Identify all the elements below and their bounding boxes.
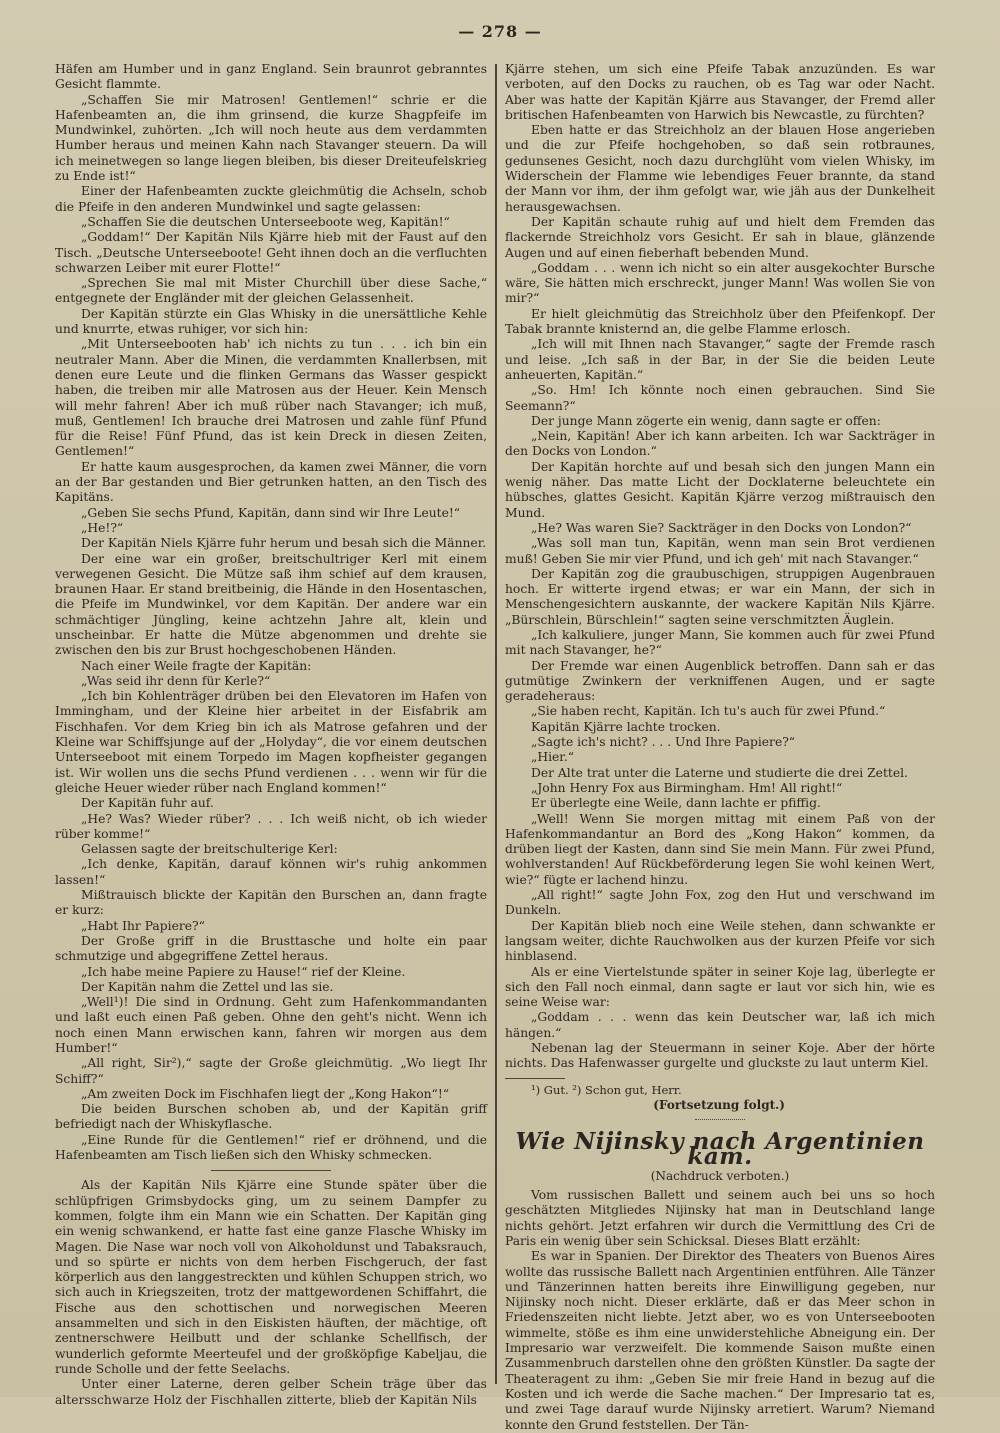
paragraph: Der Kapitän horchte auf und besah sich den jungen Mann ein wenig näher. Das matte Licht der Docklaterne beleuchtete ein hübsches, glattes Gesicht. Kapitän Kjärre verzog mißtrauisch den Mund. bbox=[505, 459, 935, 520]
paragraph: Kapitän Kjärre lachte trocken. bbox=[531, 719, 721, 734]
paragraph: Der junge Mann zögerte ein wenig, dann sagte er offen: bbox=[531, 413, 881, 428]
paragraph: „Ich kalkuliere, junger Mann, Sie kommen auch für zwei Pfund mit nach Stavanger, he?“ bbox=[505, 627, 935, 658]
paragraph: Gelassen sagte der breitschulterige Kerl: bbox=[81, 842, 338, 857]
paragraph: „Well! Wenn Sie morgen mittag mit einem Paß von der Hafenkommandantur an Bord des „Kong Hakon“ kommen, da drüben liegt der Kasten, dann sind Sie mein Mann. Für zwei Pfund, wohlverstanden! Auf Rückbeförderung legen Sie wohl keinen Wert, wie?“ fügte er lachend hinzu. bbox=[505, 811, 935, 887]
paragraph: „John Henry Fox aus Birmingham. Hm! All right!“ bbox=[531, 780, 843, 795]
left-column bbox=[55, 62, 487, 1407]
paragraph: „Am zweiten Dock im Fischhafen liegt der „Kong Hakon“!“ bbox=[81, 1086, 450, 1101]
paragraph: „Nein, Kapitän! Aber ich kann arbeiten. Ich war Sackträger in den Docks von London.“ bbox=[505, 429, 935, 459]
paragraph: Der Große griff in die Brusttasche und holte ein paar schmutzige und abgegriffene Zettel heraus. bbox=[55, 933, 487, 964]
paragraph: Der Kapitän zog die graubuschigen, struppigen Augenbrauen hoch. Er witterte irgend etwas; er war ein Mann, der sich in Menschengesichtern auskannte, der wackere Kapitän Nils Kjärre. „Bürschlein, Bürschlein!“ sagten seine verschmitzten Äuglein. bbox=[505, 566, 935, 627]
section-separator bbox=[211, 1170, 331, 1171]
paragraph: „Ich bin Kohlenträger drüben bei den Elevatoren im Hafen von Immingham, und der Kleine hier arbeitet in der Eisfabrik am Fischhafen. Vor dem Krieg bin ich als Matrose gefahren und der Kleine war Schiffsjunge auf der „Holyday“, die vor einem deutschen Unterseeboot mit einem Torpedo im Magen kopfheister gegangen ist. Wir wollen uns die sechs Pfund verdienen . . . wenn wir für die gleiche Heuer wieder rüber nach England kommen!“ bbox=[55, 689, 487, 795]
paragraph: Unter einer Laterne, deren gelber Schein träge über das altersschwarze Holz der Fischhallen zitterte, blieb der Kapitän Nils bbox=[55, 1377, 487, 1407]
paragraph: „Goddam . . . wenn ich nicht so ein alter ausgekochter Bursche wäre, Sie hätten mich erschreckt, junger Mann! Was wollen Sie von mir?“ bbox=[505, 260, 935, 306]
paragraph: Als er eine Viertelstunde später in seiner Koje lag, überlegte er sich den Fall noch einmal, dann sagte er laut vor sich hin, wie es seine Weise war: bbox=[505, 964, 935, 1010]
paragraph: „He? Was waren Sie? Sackträger in den Docks von London?“ bbox=[531, 520, 912, 535]
paragraph: Kjärre stehen, um sich eine Pfeife Tabak anzuzünden. Es war verboten, auf den Docks zu rauchen, ob es Tag war oder Nacht. Aber was hatte der Kapitän Kjärre aus Stavanger, der Fremd aller britischen Hafenbeamten von Harwich bis Newcastle, zu fürchten? bbox=[505, 62, 935, 122]
paragraph: „Eine Runde für die Gentlemen!“ rief er dröhnend, und die Hafenbeamten am Tisch ließen sich den Whisky schmecken. bbox=[55, 1132, 487, 1163]
paragraph: Der Kapitän schaute ruhig auf und hielt dem Fremden das flackernde Streichholz vors Gesicht. Er sah in blaue, glänzende Augen und auf einen fieberhaft bebenden Mund. bbox=[505, 214, 935, 260]
paragraph: „Sprechen Sie mal mit Mister Churchill über diese Sache,“ entgegnete der Engländer mit der gleichen Gelassenheit. bbox=[55, 276, 487, 306]
column-divider bbox=[495, 64, 497, 1384]
paragraph: „Ich denke, Kapitän, darauf können wir's ruhig ankommen lassen!“ bbox=[55, 857, 487, 887]
paragraph: „Schaffen Sie die deutschen Unterseeboote weg, Kapitän!“ bbox=[81, 214, 450, 229]
left-story-text bbox=[55, 62, 487, 1408]
paragraph: Häfen am Humber und in ganz England. Sein braunrot gebranntes Gesicht flammte. bbox=[55, 62, 487, 92]
paragraph: „Mit Unterseebooten hab' ich nichts zu tun . . . ich bin ein neutraler Mann. Aber die Minen, die verdammten Knallerbsen, mit denen eure Leute und die flinken Germans das Wasser gespickt haben, die treiben mir alle Matrosen aus der Heuer. Kein Mensch will mehr fahren! Aber ich muß rüber nach Stavanger; ich muß, muß, Gentlemen! Ich brauche drei Matrosen und zahle fünf Pfund für die Reise! Fünf Pfund, das ist kein Dreck in diesen Zeiten, Gentlemen!“ bbox=[55, 337, 487, 459]
paragraph: „Sagte ich's nicht? . . . Und Ihre Papiere?“ bbox=[531, 735, 796, 750]
paragraph: „He!?“ bbox=[81, 520, 124, 535]
paragraph: Der eine war ein großer, breitschultriger Kerl mit einem verwegenen Gesicht. Die Mütze saß ihm schief auf dem krausen, braunen Haar. Er stand breitbeinig, die Hände in den Hosentaschen, die Pfeife im Mundwinkel, vor dem Kapitän. Der andere war ein schmächtiger Jüngling, keine achtzehn Jahre alt, klein und unscheinbar. Er hatte die Mütze abgenommen und drehte sie zwischen den bis zur Brust hochgeschobenen Händen. bbox=[55, 551, 487, 658]
paragraph: Der Kapitän stürzte ein Glas Whisky in die unersättliche Kehle und knurrte, etwas ruhiger, vor sich hin: bbox=[55, 306, 487, 337]
paragraph: „Goddam . . . wenn das kein Deutscher war, laß ich mich hängen.“ bbox=[505, 1010, 935, 1040]
paragraph: Vom russischen Ballett und seinem auch bei uns so hoch geschätzten Mitgliedes Nijinsky hat man in Deutschland lange nichts gehört. Jetzt erfahren wir durch die Vermittlung des Cri de Paris ein wenig über sein Schicksal. Dieses Blatt erzählt: bbox=[505, 1188, 935, 1248]
paragraph: Der Kapitän fuhr auf. bbox=[81, 796, 214, 811]
paragraph: „Sie haben recht, Kapitän. Ich tu's auch für zwei Pfund.“ bbox=[531, 704, 886, 719]
article-subtitle: (Nachdruck verboten.) bbox=[650, 1168, 790, 1183]
paragraph: Es war in Spanien. Der Direktor des Theaters von Buenos Aires wollte das russische Ballett nach Argentinien entführen. Alle Tänzer und Tänzerinnen hatten bereits ihre Einwilligung gegeben, nur Nijinsky noch nicht. Dieser erklärte, daß er das Meer schon in Friedenszeiten nicht liebte. Jetzt aber, wo es von Unterseebooten wimmelte, stöße es ihm eine unwiderstehliche Abneigung ein. Der Impresario war verzweifelt. Die kommende Saison mußte einen Zusammenbruch darstellen ohne den größten Künstler. Da sagte der Theateragent zu ihm: „Geben Sie mir freie Hand in bezug auf die Kosten und ich werde die Sache machen.“ Der Impresario tat es, und zwei Tage darauf wurde Nijinsky arretiert. Warum? Niemand konnte den Grund feststellen. Der Tän- bbox=[505, 1249, 935, 1432]
paragraph: „So. Hm! Ich könnte noch einen gebrauchen. Sind Sie Seemann?“ bbox=[505, 383, 935, 413]
paragraph: „Hier.“ bbox=[531, 750, 575, 765]
footnote-rule bbox=[505, 1078, 565, 1079]
article-body bbox=[505, 1188, 935, 1433]
right-column bbox=[505, 62, 935, 1432]
paragraph: Nebenan lag der Steuermann in seiner Koje. Aber der hörte nichts. Das Hafenwasser gurgelte und gluckste zu laut unterm Kiel. bbox=[505, 1041, 935, 1071]
paragraph: Der Kapitän Niels Kjärre fuhr herum und besah sich die Männer. bbox=[81, 536, 487, 551]
paragraph: Eben hatte er das Streichholz an der blauen Hose angerieben und die zur Pfeife hochgehoben, so daß sein rotbraunes, gedunsenes Gesicht, noch dazu durchglüht vom vielen Whisky, im Widerschein der Flamme wie lebendiges Feuer brannte, da stand der Mann vor ihm, der ihm gefolgt war, wie jäh aus der Dunkelheit herausgewachsen. bbox=[505, 123, 935, 214]
paragraph: „Ich will mit Ihnen nach Stavanger,“ sagte der Fremde rasch und leise. „Ich saß in der Bar, in der Sie die beiden Leute anheuerten, Kapitän.“ bbox=[505, 337, 935, 382]
paragraph: Er hatte kaum ausgesprochen, da kamen zwei Männer, die vorn an der Bar gestanden und Bier getrunken hatten, an den Tisch des Kapitäns. bbox=[55, 459, 487, 505]
paragraph: Der Fremde war einen Augenblick betroffen. Dann sah er das gutmütige Zwinkern der verkniffenen Augen, und er sagte geradeheraus: bbox=[505, 658, 935, 704]
section-ornament bbox=[695, 1119, 745, 1120]
paragraph: Einer der Hafenbeamten zuckte gleichmütig die Achseln, schob die Pfeife in den anderen Mundwinkel und sagte gelassen: bbox=[55, 184, 487, 214]
paragraph: „Goddam!“ Der Kapitän Nils Kjärre hieb mit der Faust auf den Tisch. „Deutsche Unterseeboote! Geht ihnen doch an die verfluchten schwarzen Leiber mit eurer Flotte!“ bbox=[55, 230, 487, 275]
paragraph: Er hielt gleichmütig das Streichholz über den Pfeifenkopf. Der Tabak brannte knisternd an, die gelbe Flamme erlosch. bbox=[505, 306, 935, 337]
paragraph: „Geben Sie sechs Pfund, Kapitän, dann sind wir Ihre Leute!“ bbox=[81, 505, 461, 520]
paragraph: Mißtrauisch blickte der Kapitän den Burschen an, dann fragte er kurz: bbox=[55, 888, 487, 918]
page-number: — 278 — bbox=[458, 22, 542, 41]
paragraph: „Was soll man tun, Kapitän, wenn man sein Brot verdienen muß! Geben Sie mir vier Pfund, und ich geh' mit nach Stavanger.“ bbox=[505, 536, 935, 566]
continuation-note: (Fortsetzung folgt.) bbox=[653, 1097, 785, 1112]
paragraph: Die beiden Burschen schoben ab, und der Kapitän griff befriedigt nach der Whiskyflasche. bbox=[55, 1102, 487, 1132]
paragraph: „Habt Ihr Papiere?“ bbox=[81, 918, 205, 933]
paragraph: Als der Kapitän Nils Kjärre eine Stunde später über die schlüpfrigen Grimsbydocks ging, um zu seinem Dampfer zu kommen, folgte ihm ein Mann wie ein Schatten. Der Kapitän ging ein wenig schwankend, er hatte fast eine ganze Flasche Whisky im Magen. Die Nase war noch voll von Alkoholdunst und Tabaksrauch, und so spürte er nichts von dem herben Fischgeruch, der fast körperlich aus den langgestreckten und kühlen Schuppen strich, wo sich auch in Kriegszeiten, trotz der mattgewordenen Schiffahrt, die Fische aus den schottischen und norwegischen Meeren ansammelten und sich in den Eiskisten häuften, der mächtige, oft zentnerschwere Heilbutt und der schlanke Schellfisch, der wunderlich geformte Meerteufel und der großköpfige Kabeljau, die runde Scholle und der fette Seelachs. bbox=[55, 1178, 487, 1376]
right-story-text bbox=[505, 62, 935, 1072]
paragraph: Er überlegte eine Weile, dann lachte er pfiffig. bbox=[531, 796, 821, 811]
paragraph: „Was seid ihr denn für Kerle?“ bbox=[81, 673, 271, 688]
paragraph: „All right, Sir²),“ sagte der Große gleichmütig. „Wo liegt Ihr Schiff?“ bbox=[55, 1056, 487, 1086]
paragraph: Nach einer Weile fragte der Kapitän: bbox=[81, 658, 312, 673]
paragraph: Der Alte trat unter die Laterne und studierte die drei Zettel. bbox=[531, 765, 908, 780]
paragraph: „He? Was? Wieder rüber? . . . Ich weiß nicht, ob ich wieder rüber komme!“ bbox=[55, 811, 487, 841]
article-title: Wie Nijinsky nach Argentinien kam. bbox=[515, 1128, 925, 1171]
paragraph: „Well¹)! Die sind in Ordnung. Geht zum Hafenkommandanten und laßt euch einen Paß geben. Ohne den geht's nicht. Wenn ich noch einen Mann erwischen kann, fahren wir morgen aus dem Humber!“ bbox=[55, 995, 487, 1055]
paragraph: „All right!“ sagte John Fox, zog den Hut und verschwand im Dunkeln. bbox=[505, 888, 935, 918]
footnote: ¹) Gut. ²) Schon gut, Herr. bbox=[531, 1082, 682, 1097]
paragraph: Der Kapitän nahm die Zettel und las sie. bbox=[81, 979, 334, 994]
paragraph: Der Kapitän blieb noch eine Weile stehen, dann schwankte er langsam weiter, dichte Rauchwolken aus der kurzen Pfeife vor sich hinblasend. bbox=[505, 918, 935, 964]
paragraph: „Schaffen Sie mir Matrosen! Gentlemen!“ schrie er die Hafenbeamten an, die ihm grinsend, die kurze Shagpfeife im Mundwinkel, zuhörten. „Ich will noch heute aus dem verdammten Humber heraus und meinen Kahn nach Stavanger steuern. Da will ich meinetwegen so lange liegen bleiben, bis dieser Dreiteufelskrieg zu Ende ist!“ bbox=[55, 92, 487, 184]
paragraph: „Ich habe meine Papiere zu Hause!“ rief der Kleine. bbox=[81, 964, 406, 979]
